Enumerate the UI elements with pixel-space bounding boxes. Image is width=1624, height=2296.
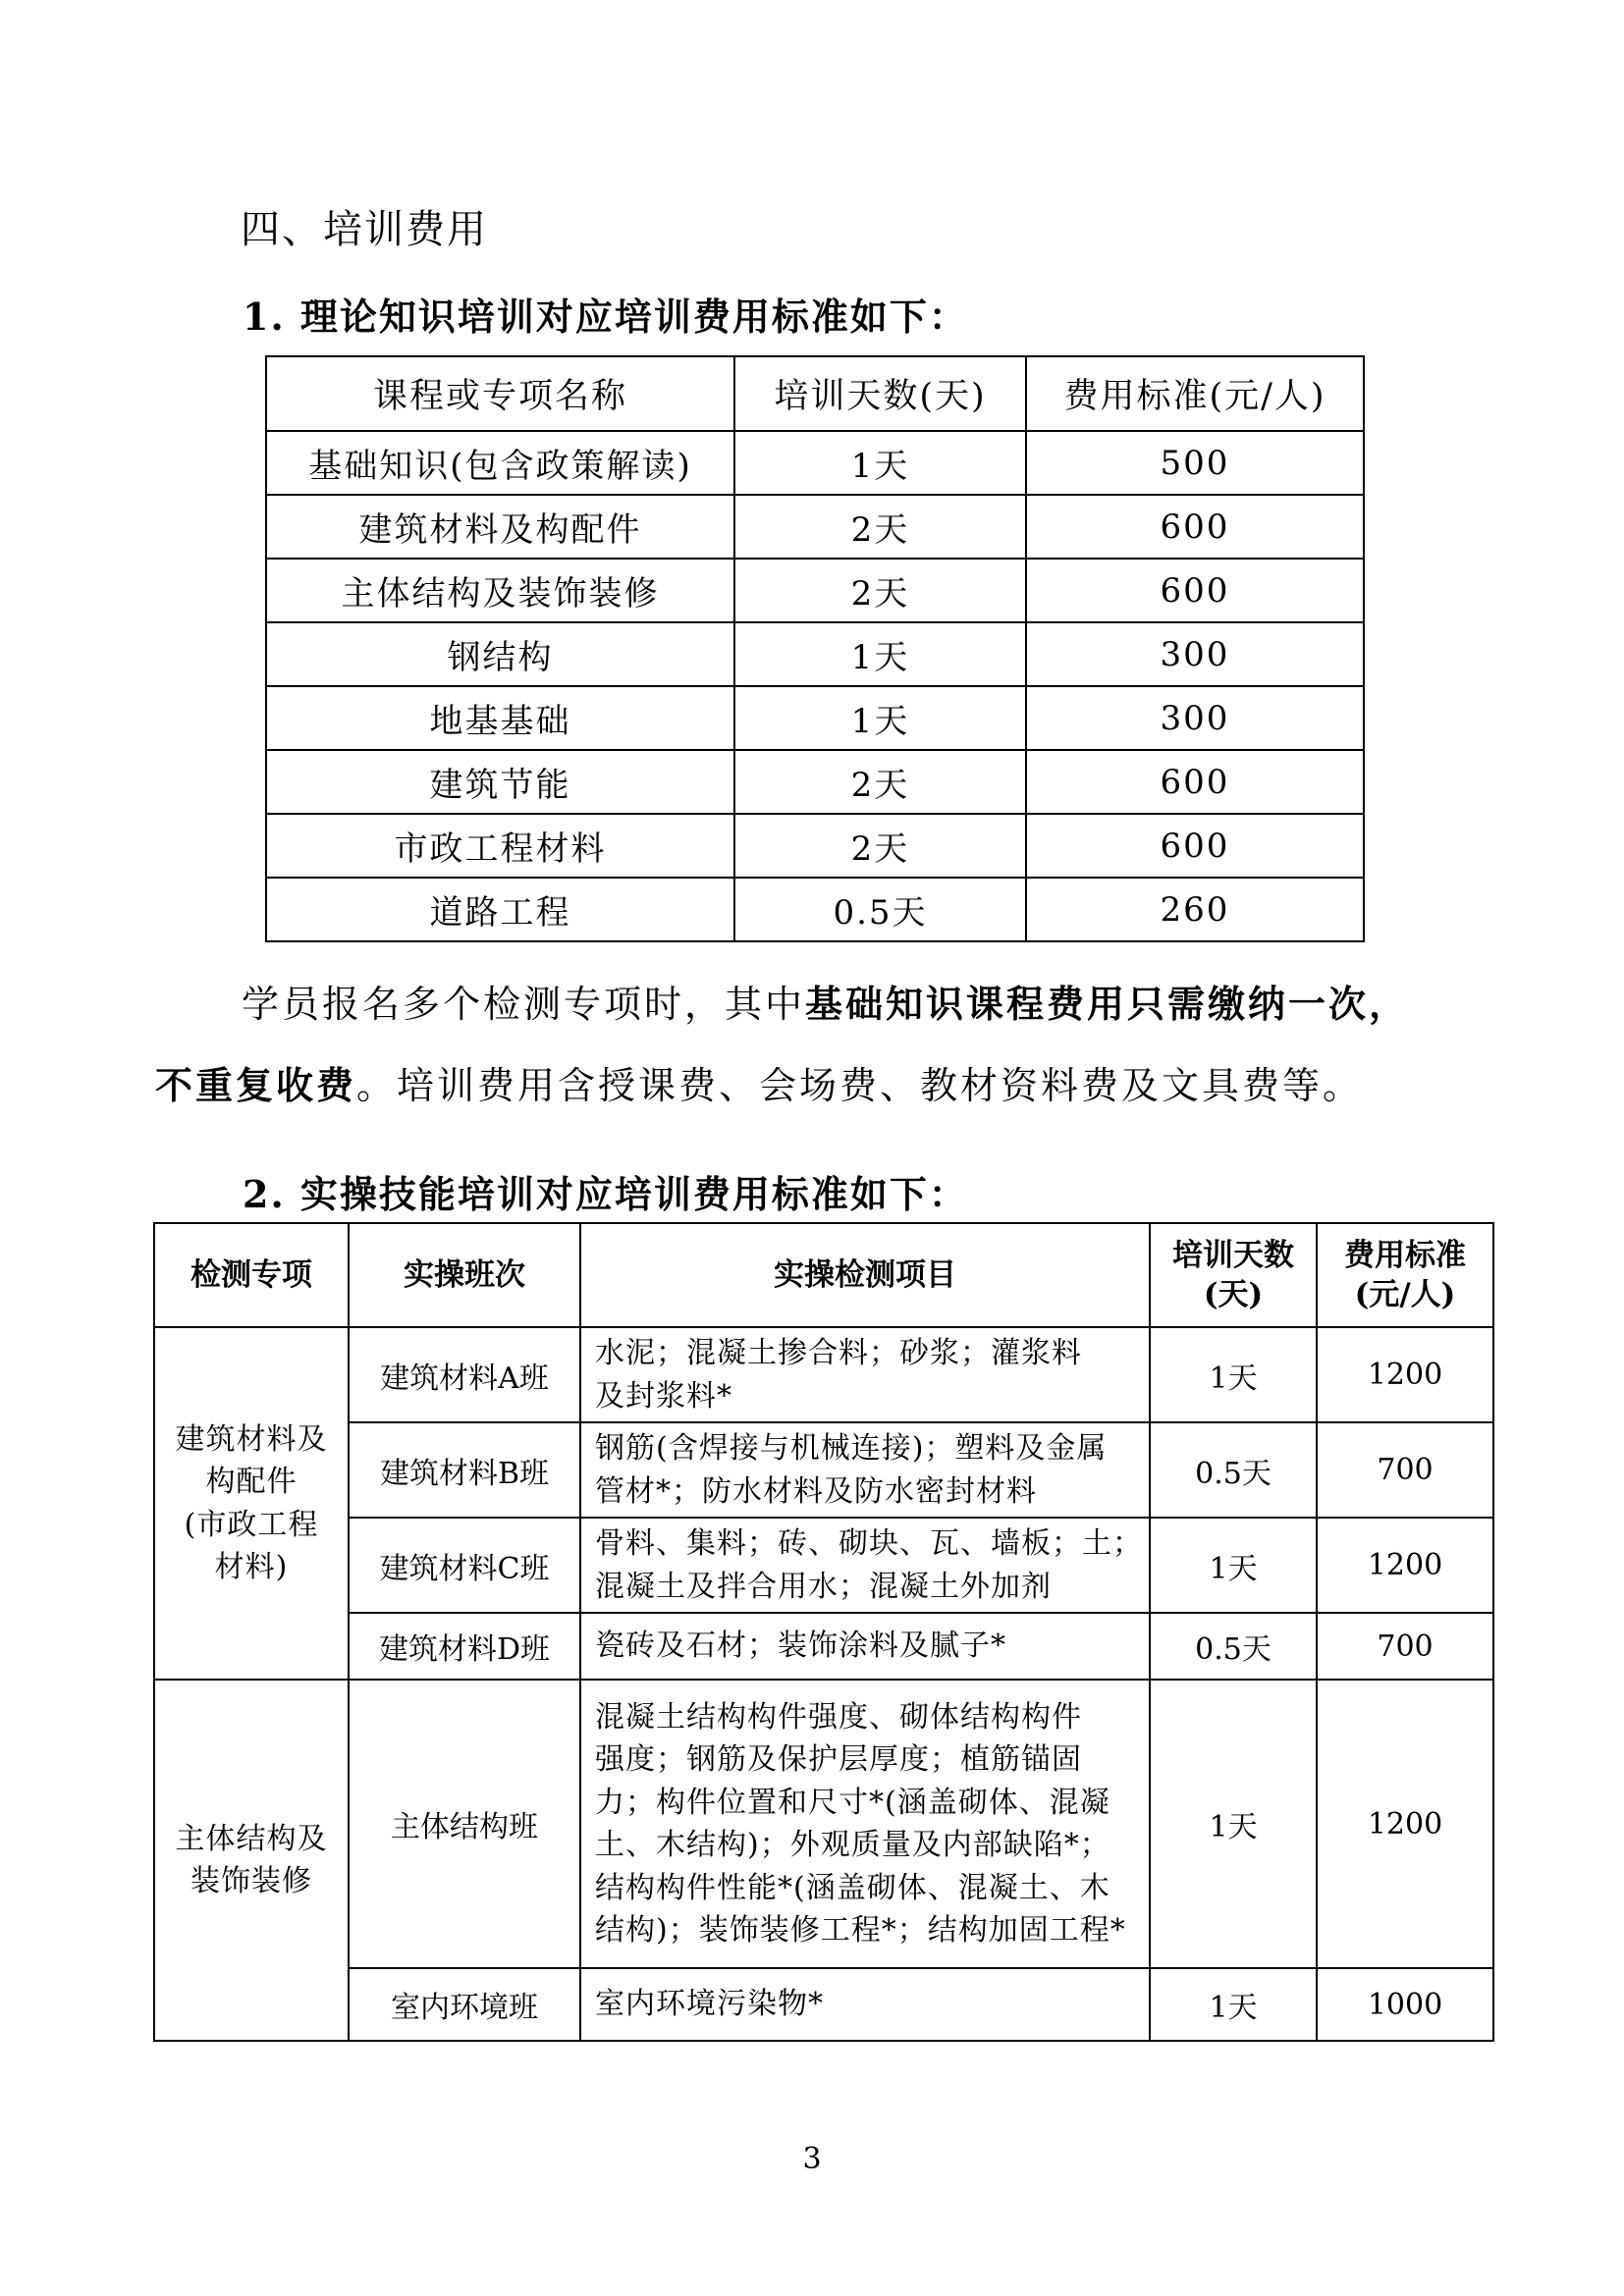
- table-header-row: [154, 1223, 1493, 1327]
- training-days: 0.5天: [1150, 1422, 1317, 1518]
- class-name: 建筑材料C班: [349, 1518, 580, 1613]
- header-training-days: 培训天数(天): [734, 356, 1026, 431]
- course-name: 建筑材料及构配件: [266, 495, 734, 559]
- fee: 1200: [1317, 1518, 1493, 1613]
- note-emphasis: 基础知识课程费用只需缴纳一次，: [805, 982, 1410, 1026]
- category-line: 装饰装修: [190, 1864, 312, 1898]
- fee: 1000: [1317, 1968, 1493, 2041]
- training-days: 1天: [734, 686, 1026, 750]
- training-days: 2天: [734, 814, 1026, 878]
- fee: 1200: [1317, 1327, 1493, 1422]
- fee: 600: [1026, 814, 1364, 878]
- practice-fee-heading: 2. 实操技能培训对应培训费用标准如下：: [243, 1172, 968, 1216]
- note-text: 。培训费用含授课费、会场费、教材资料费及文具费等。: [356, 1064, 1364, 1107]
- note-paragraph-line-2: [155, 1063, 1364, 1107]
- course-name: 道路工程: [266, 878, 734, 941]
- course-name: 主体结构及装饰装修: [266, 559, 734, 622]
- table-row: [154, 1968, 1493, 2041]
- training-days: 1天: [1150, 1680, 1317, 1968]
- test-items: [580, 1422, 1150, 1518]
- table-row: [266, 814, 1364, 878]
- category-line: (市政工程: [184, 1507, 319, 1542]
- fee: 600: [1026, 495, 1364, 559]
- theory-fee-heading: 1. 理论知识培训对应培训费用标准如下：: [243, 294, 968, 339]
- category-main-structure: [154, 1680, 349, 2041]
- fee: 500: [1026, 431, 1364, 495]
- training-days: 1天: [1150, 1968, 1317, 2041]
- training-days: 0.5天: [734, 878, 1026, 941]
- item-line: 钢筋(含焊接与机械连接)；塑料及金属: [595, 1431, 1108, 1466]
- table-row: [154, 1613, 1493, 1680]
- course-name: 市政工程材料: [266, 814, 734, 878]
- class-name: 建筑材料A班: [349, 1327, 580, 1422]
- item-line: 结构)；装饰装修工程*；结构加固工程*: [595, 1913, 1126, 1948]
- training-days: 2天: [734, 495, 1026, 559]
- fee: 700: [1317, 1422, 1493, 1518]
- item-line: 土、木结构)；外观质量及内部缺陷*；: [595, 1828, 1110, 1862]
- test-items: [580, 1680, 1150, 1968]
- fee: 700: [1317, 1613, 1493, 1680]
- table-row: [154, 1422, 1493, 1518]
- test-items: [580, 1613, 1150, 1680]
- category-line: 材料): [214, 1550, 289, 1584]
- class-name: 建筑材料B班: [349, 1422, 580, 1518]
- fee: 300: [1026, 686, 1364, 750]
- course-name: 钢结构: [266, 622, 734, 686]
- item-line: 结构构件性能*(涵盖砌体、混凝土、木: [595, 1870, 1110, 1905]
- item-line: 瓷砖及石材；装饰涂料及腻子*: [595, 1629, 1006, 1664]
- training-days: 2天: [734, 559, 1026, 622]
- course-name: 建筑节能: [266, 750, 734, 814]
- item-line: 混凝土结构构件强度、砌体结构构件: [595, 1699, 1082, 1735]
- section-heading: 四、培训费用: [241, 207, 488, 252]
- course-name: 基础知识(包含政策解读): [266, 431, 734, 495]
- header-class: 实操班次: [349, 1223, 580, 1327]
- item-line: 水泥；混凝土掺合料；砂浆；灌浆料: [595, 1336, 1082, 1370]
- header-days: [1150, 1223, 1317, 1327]
- training-days: 1天: [1150, 1327, 1317, 1422]
- item-line: 管材*；防水材料及防水密封材料: [595, 1473, 1037, 1509]
- item-line: 混凝土及拌合用水；混凝土外加剂: [595, 1569, 1052, 1604]
- header-category: 检测专项: [154, 1223, 349, 1327]
- fee: 600: [1026, 559, 1364, 622]
- note-text: 学员报名多个检测专项时，其中: [242, 983, 806, 1026]
- class-name: 室内环境班: [349, 1968, 580, 2041]
- category-building-materials: [154, 1327, 349, 1680]
- training-days: 1天: [734, 622, 1026, 686]
- training-days: 0.5天: [1150, 1613, 1317, 1680]
- course-name: 地基基础: [266, 686, 734, 750]
- theory-fee-table: [265, 355, 1365, 942]
- note-emphasis: 不重复收费: [155, 1063, 357, 1107]
- fee: 600: [1026, 750, 1364, 814]
- class-name: 主体结构班: [349, 1680, 580, 1968]
- header-fee-line-1: 费用标准: [1344, 1237, 1466, 1273]
- header-days-line-2: (天): [1203, 1277, 1264, 1312]
- table-header-row: [266, 356, 1364, 431]
- fee: 260: [1026, 878, 1364, 941]
- header-fee-line-2: (元/人): [1354, 1277, 1456, 1312]
- header-fee-standard: 费用标准(元/人): [1026, 356, 1364, 431]
- note-paragraph-line-1: [242, 982, 1410, 1026]
- header-items: 实操检测项目: [580, 1223, 1150, 1327]
- test-items: [580, 1518, 1150, 1613]
- item-line: 室内环境污染物*: [595, 1987, 824, 2022]
- table-row: [154, 1518, 1493, 1613]
- test-items: [580, 1327, 1150, 1422]
- item-line: 及封浆料*: [595, 1378, 732, 1414]
- table-row: [266, 750, 1364, 814]
- category-line: 构配件: [205, 1465, 298, 1499]
- header-course-name: 课程或专项名称: [266, 356, 734, 431]
- fee: 300: [1026, 622, 1364, 686]
- table-row: [266, 559, 1364, 622]
- item-line: 力；构件位置和尺寸*(涵盖砌体、混凝: [595, 1785, 1110, 1820]
- training-days: 2天: [734, 750, 1026, 814]
- fee: 1200: [1317, 1680, 1493, 1968]
- table-row: [266, 686, 1364, 750]
- category-line: 主体结构及: [175, 1821, 328, 1856]
- page-number: 3: [802, 2142, 822, 2176]
- table-row: [266, 431, 1364, 495]
- header-days-line-1: 培训天数: [1172, 1237, 1294, 1273]
- header-fee: [1317, 1223, 1493, 1327]
- table-row: [266, 495, 1364, 559]
- item-line: 骨料、集料；砖、砌块、瓦、墙板；土；: [595, 1526, 1143, 1561]
- test-items: [580, 1968, 1150, 2041]
- category-line: 建筑材料及: [175, 1421, 328, 1457]
- class-name: 建筑材料D班: [349, 1613, 580, 1680]
- training-days: 1天: [1150, 1518, 1317, 1613]
- table-row: [154, 1680, 1493, 1968]
- training-days: 1天: [734, 431, 1026, 495]
- table-row: [266, 878, 1364, 941]
- table-row: [154, 1327, 1493, 1422]
- item-line: 强度；钢筋及保护层厚度；植筋锚固: [595, 1742, 1082, 1777]
- practice-fee-table: [153, 1222, 1494, 2042]
- table-row: [266, 622, 1364, 686]
